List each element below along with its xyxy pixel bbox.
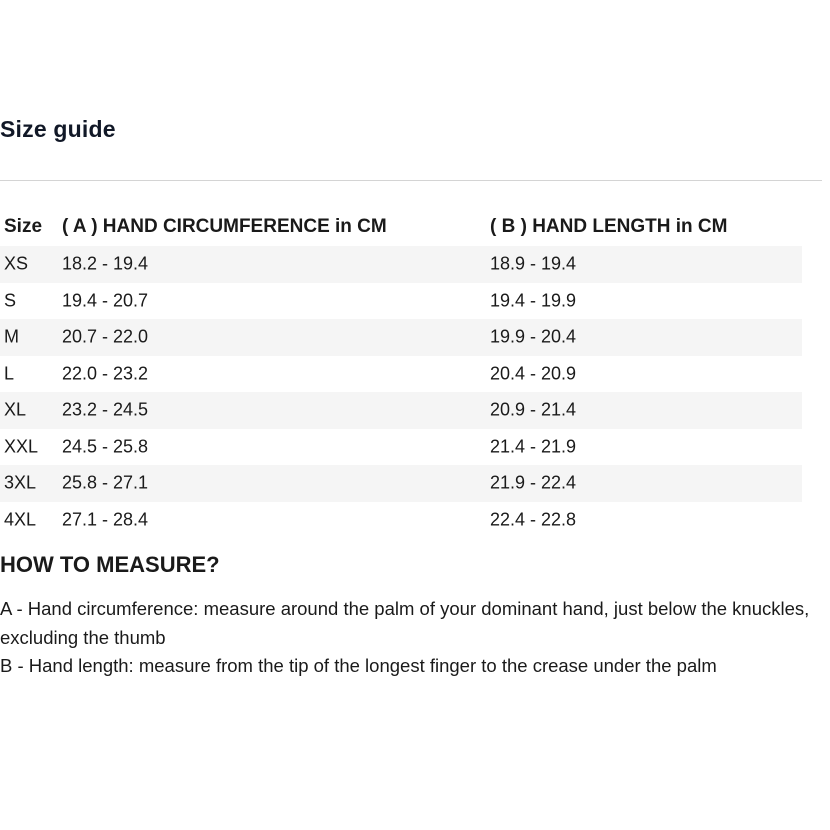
- title-divider: [0, 180, 822, 181]
- page-title: Size guide: [0, 116, 116, 142]
- circumference-cell: 18.2 - 19.4: [62, 253, 149, 274]
- length-cell: 20.4 - 20.9: [490, 363, 577, 384]
- size-cell: S: [4, 290, 17, 311]
- length-cell: 22.4 - 22.8: [490, 509, 577, 530]
- measure-instruction-b: B - Hand length: measure from the tip of the longest finger to the crease under the palm: [0, 655, 717, 676]
- size-cell: XL: [4, 399, 27, 420]
- size-cell: XXL: [4, 436, 39, 457]
- table-row: [0, 465, 802, 502]
- circumference-cell: 27.1 - 28.4: [62, 509, 149, 530]
- circumference-cell: 25.8 - 27.1: [62, 472, 149, 493]
- circumference-cell: 23.2 - 24.5: [62, 399, 149, 420]
- size-cell: L: [4, 363, 15, 384]
- size-cell: 3XL: [4, 472, 37, 493]
- length-cell: 21.4 - 21.9: [490, 436, 577, 457]
- size-cell: 4XL: [4, 509, 37, 530]
- how-to-measure-text: [0, 595, 815, 681]
- circumference-cell: 24.5 - 25.8: [62, 436, 149, 457]
- length-cell: 20.9 - 21.4: [490, 399, 577, 420]
- size-cell: XS: [4, 253, 29, 274]
- length-cell: 21.9 - 22.4: [490, 472, 577, 493]
- table-row: [0, 356, 802, 393]
- length-cell: 19.9 - 20.4: [490, 326, 577, 347]
- circumference-cell: 22.0 - 23.2: [62, 363, 149, 384]
- header-size: Size: [4, 216, 43, 237]
- how-to-measure-heading: HOW TO MEASURE?: [0, 552, 220, 577]
- circumference-cell: 20.7 - 22.0: [62, 326, 149, 347]
- table-row: [0, 429, 802, 466]
- table-header-row: [0, 208, 802, 246]
- table-row: [0, 319, 802, 356]
- circumference-cell: 19.4 - 20.7: [62, 290, 149, 311]
- length-cell: 18.9 - 19.4: [490, 253, 577, 274]
- length-cell: 19.4 - 19.9: [490, 290, 577, 311]
- table-row: [0, 246, 802, 283]
- measure-instruction-a: A - Hand circumference: measure around the palm of your dominant hand, just below the knuckles, excluding the thumb: [0, 598, 810, 648]
- table-row: [0, 283, 802, 320]
- table-row: [0, 392, 802, 429]
- table-row: [0, 502, 802, 539]
- size-cell: M: [4, 326, 19, 347]
- header-hand-circumference: ( A ) HAND CIRCUMFERENCE in CM: [62, 216, 387, 237]
- size-table: [0, 208, 802, 538]
- header-hand-length: ( B ) HAND LENGTH in CM: [490, 216, 728, 237]
